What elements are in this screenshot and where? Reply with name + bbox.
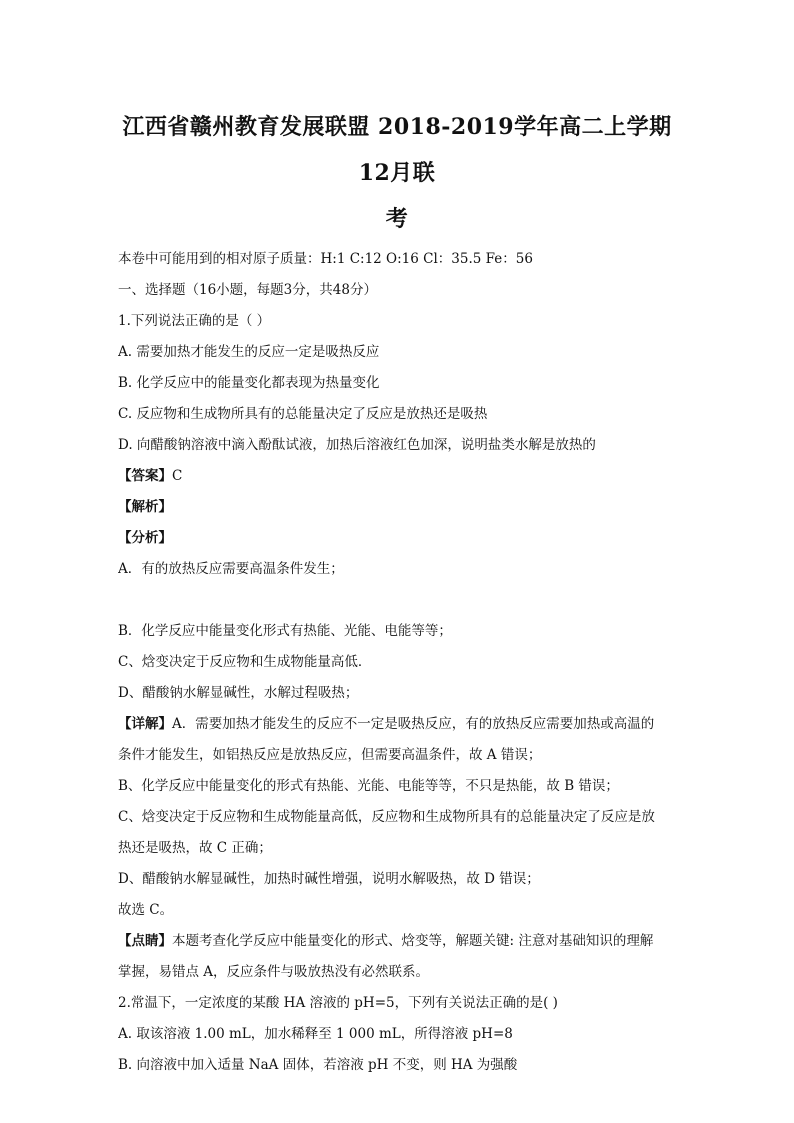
xiangjie-line-6: D、醋酸钠水解显碱性，加热时碱性增强，说明水解吸热，故 D 错误； xyxy=(118,871,540,887)
question-2-option-b: B. 向溶液中加入适量 NaA 固体，若溶液 pH 不变，则 HA 为强酸 xyxy=(118,1057,518,1073)
question-1-stem: 1.下列说法正确的是（ ） xyxy=(118,313,271,329)
xiangjie-label: 【详解】 xyxy=(118,716,172,732)
question-1-answer xyxy=(118,461,676,492)
fenxi-line-c: C、焓变决定于反应物和生成物能量高低． xyxy=(118,654,372,670)
dianjing-line-2: 掌握，易错点 A，反应条件与吸放热没有必然联系。 xyxy=(118,964,430,980)
question-1-fenxi-label: 【分析】 xyxy=(118,530,172,546)
document-body xyxy=(118,244,676,1081)
fenxi-line-a: A．有的放热反应需要高温条件发生； xyxy=(118,561,344,577)
answer-label: 【答案】 xyxy=(118,468,172,484)
question-1-option-a: A. 需要加热才能发生的反应一定是吸热反应 xyxy=(118,344,380,360)
document-title xyxy=(118,104,676,242)
fenxi-line-b: B．化学反应中能量变化形式有热能、光能、电能等等； xyxy=(118,623,452,639)
title-line-2: 考 xyxy=(385,206,409,232)
question-1-option-c: C. 反应物和生成物所具有的总能量决定了反应是放热还是吸热 xyxy=(118,406,488,422)
blank-gap xyxy=(118,585,676,616)
xiangjie-line-3: B、化学反应中能量变化的形式有热能、光能、电能等等，不只是热能，故 B 错误； xyxy=(118,778,619,794)
atomic-mass-note: 本卷中可能用到的相对原子质量：H:1 C:12 O:16 Cl：35.5 Fe：56 xyxy=(118,251,533,267)
question-1-option-d: D. 向醋酸钠溶液中滴入酚酞试液，加热后溶液红色加深，说明盐类水解是放热的 xyxy=(118,437,596,453)
answer-value: C xyxy=(172,468,183,484)
fenxi-line-d: D、醋酸钠水解显碱性，水解过程吸热； xyxy=(118,685,359,701)
question-2-stem: 2.常温下，一定浓度的某酸 HA 溶液的 pH=5，下列有关说法正确的是( ) xyxy=(118,995,558,1011)
xiangjie-line-2: 条件才能发生，如铝热反应是放热反应，但需要高温条件，故 A 错误； xyxy=(118,747,542,763)
question-1-option-b: B. 化学反应中的能量变化都表现为热量变化 xyxy=(118,375,380,391)
xiangjie-line-7: 故选 C。 xyxy=(118,902,174,918)
xiangjie-line-5: 热还是吸热，故 C 正确； xyxy=(118,840,272,856)
xiangjie-text-1: A．需要加热才能发生的反应不一定是吸热反应，有的放热反应需要加热或高温的 xyxy=(172,716,655,732)
dianjing-label: 【点睛】 xyxy=(118,933,172,949)
dianjing-text-1: 本题考查化学反应中能量变化的形式、焓变等，解题关键: 注意对基础知识的理解 xyxy=(172,933,654,949)
dianjing-line-1 xyxy=(118,926,676,957)
question-2-option-a: A. 取该溶液 1.00 mL，加水稀释至 1 000 mL，所得溶液 pH=8 xyxy=(118,1026,513,1042)
question-1-jiexi-label: 【解析】 xyxy=(118,499,172,515)
xiangjie-line-1 xyxy=(118,709,676,740)
title-line-1: 江西省赣州教育发展联盟 2018-2019学年高二上学期12月联 xyxy=(122,114,672,186)
section-heading: 一、选择题（16小题，每题3分，共48分） xyxy=(118,282,377,298)
xiangjie-line-4: C、焓变决定于反应物和生成物能量高低，反应物和生成物所具有的总能量决定了反应是放 xyxy=(118,809,655,825)
